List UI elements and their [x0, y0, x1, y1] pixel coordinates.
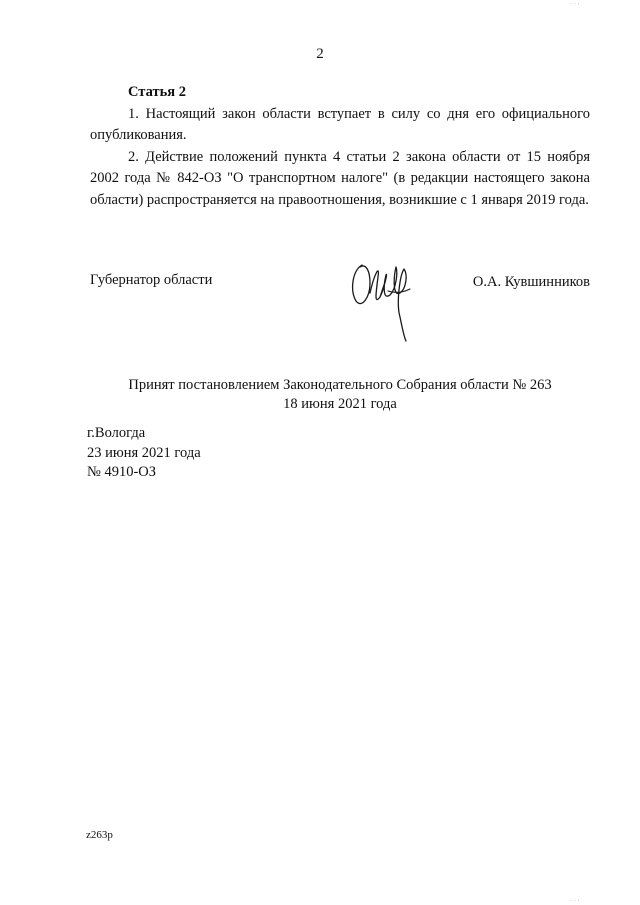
- article-title: Статья 2: [128, 84, 186, 100]
- page-number: 2: [316, 46, 324, 62]
- adoption-line-2: 18 июня 2021 года: [283, 396, 397, 412]
- scan-mark-bottom: · · ·: [570, 898, 580, 905]
- adoption-line-1: Принят постановлением Законодательного Собрания области № 263: [128, 377, 552, 393]
- law-number: № 4910-ОЗ: [87, 464, 157, 480]
- article-paragraph-1: 1. Настоящий закон области вступает в силу со дня его официального опубликования.: [90, 105, 590, 143]
- article-paragraph-2: 2. Действие положений пункта 4 статьи 2 закона области от 15 ноября 2002 года № 842-ОЗ "О транспортном налоге" (в редакции настоящего закона области) распространяется на правоотношения, возникшие с 1 января 2019 года.: [90, 148, 590, 208]
- scan-mark-top: · · ·: [570, 1, 580, 8]
- governor-name: О.А. Кувшинников: [472, 274, 590, 290]
- document-code: z263р: [86, 829, 113, 841]
- article-section: [90, 82, 590, 211]
- city: г.Вологда: [87, 425, 146, 441]
- place-date-block: [87, 424, 201, 483]
- law-date: 23 июня 2021 года: [87, 444, 201, 461]
- adoption-note: [0, 376, 640, 414]
- handwritten-signature: [348, 253, 418, 345]
- governor-title: Губернатор области: [90, 272, 213, 288]
